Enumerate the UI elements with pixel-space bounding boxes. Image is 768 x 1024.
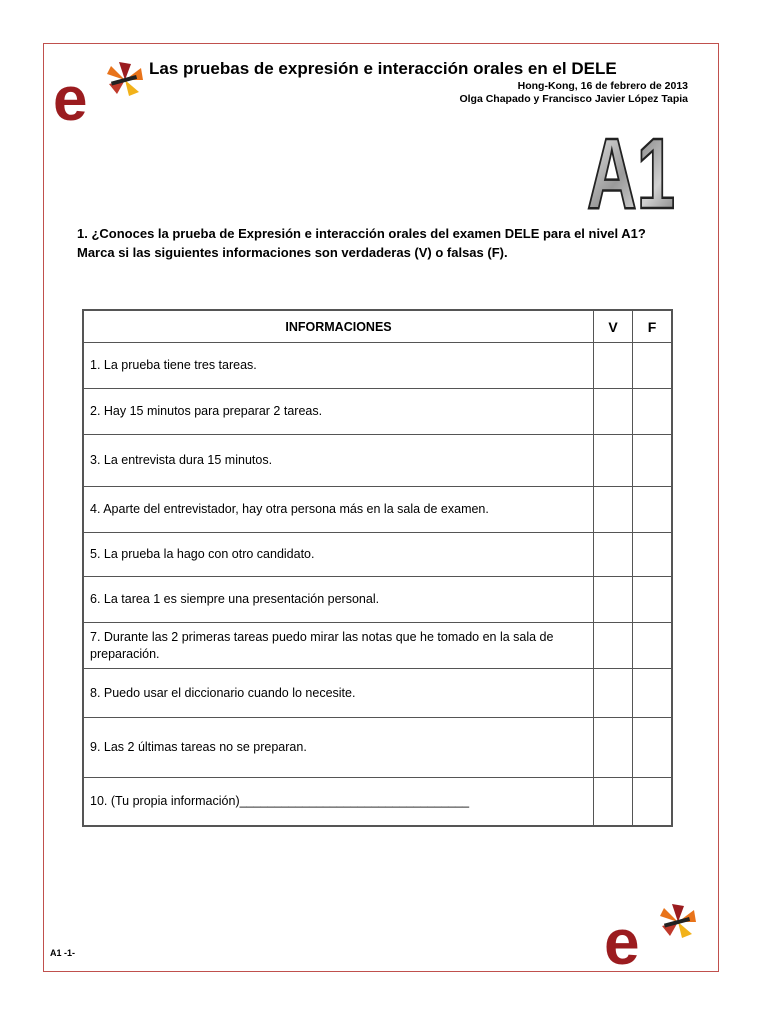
answer-cell-f[interactable] xyxy=(633,435,673,487)
row-statement: 7. Durante las 2 primeras tareas puedo mirar las notas que he tomado en la sala de preparación. xyxy=(83,623,594,669)
column-header-v: V xyxy=(594,310,633,343)
answer-cell-v[interactable] xyxy=(594,435,633,487)
answer-cell-f[interactable] xyxy=(633,389,673,435)
answer-cell-v[interactable] xyxy=(594,778,633,826)
answer-cell-f[interactable] xyxy=(633,669,673,718)
answer-cell-f[interactable] xyxy=(633,778,673,826)
document-date: Hong-Kong, 16 de febrero de 2013 xyxy=(517,80,688,92)
column-header-informaciones: INFORMACIONES xyxy=(83,310,594,343)
table-row xyxy=(83,487,672,533)
table-header-row xyxy=(83,310,672,343)
row-statement: 3. La entrevista dura 15 minutos. xyxy=(83,435,594,487)
page-number: A1 -1- xyxy=(50,948,76,958)
table-row xyxy=(83,533,672,577)
instituto-cervantes-logo-icon xyxy=(602,900,700,978)
row-statement: 8. Puedo usar el diccionario cuando lo necesite. xyxy=(83,669,594,718)
row-statement: 2. Hay 15 minutos para preparar 2 tareas. xyxy=(83,389,594,435)
table-row xyxy=(83,435,672,487)
table-row xyxy=(83,577,672,623)
informaciones-table xyxy=(82,309,673,827)
answer-cell-v[interactable] xyxy=(594,389,633,435)
row-statement: 5. La prueba la hago con otro candidato. xyxy=(83,533,594,577)
table-row xyxy=(83,718,672,778)
column-header-f: F xyxy=(633,310,673,343)
answer-cell-f[interactable] xyxy=(633,577,673,623)
answer-cell-v[interactable] xyxy=(594,533,633,577)
answer-cell-v[interactable] xyxy=(594,718,633,778)
row-statement: 6. La tarea 1 es siempre una presentación personal. xyxy=(83,577,594,623)
document-authors: Olga Chapado y Francisco Javier López Tapia xyxy=(459,93,688,105)
table-row xyxy=(83,623,672,669)
table-row xyxy=(83,343,672,389)
answer-cell-f[interactable] xyxy=(633,718,673,778)
answer-cell-v[interactable] xyxy=(594,669,633,718)
answer-cell-v[interactable] xyxy=(594,487,633,533)
document-title: Las pruebas de expresión e interacción orales en el DELE xyxy=(149,59,617,78)
answer-cell-v[interactable] xyxy=(594,623,633,669)
answer-cell-v[interactable] xyxy=(594,343,633,389)
question-text xyxy=(77,224,697,262)
row-statement: 4. Aparte del entrevistador, hay otra persona más en la sala de examen. xyxy=(83,487,594,533)
logo-letter: e xyxy=(604,906,640,978)
table-row xyxy=(83,669,672,718)
answer-cell-v[interactable] xyxy=(594,577,633,623)
table-row xyxy=(83,778,672,826)
instituto-cervantes-logo-icon xyxy=(53,58,148,134)
answer-cell-f[interactable] xyxy=(633,623,673,669)
question-line-2: Marca si las siguientes informaciones son verdaderas (V) o falsas (F). xyxy=(77,245,508,260)
answer-cell-f[interactable] xyxy=(633,487,673,533)
row-statement: 9. Las 2 últimas tareas no se preparan. xyxy=(83,718,594,778)
row-statement: 10. (Tu propia información)_________________________________ xyxy=(83,778,594,826)
table-row xyxy=(83,389,672,435)
answer-cell-f[interactable] xyxy=(633,533,673,577)
row-statement: 1. La prueba tiene tres tareas. xyxy=(83,343,594,389)
question-line-1: 1. ¿Conoces la prueba de Expresión e interacción orales del examen DELE para el nivel A1? xyxy=(77,226,646,241)
logo-letter: e xyxy=(53,65,88,134)
level-label: A1 xyxy=(587,118,675,230)
level-a1-graphic xyxy=(585,118,677,230)
answer-cell-f[interactable] xyxy=(633,343,673,389)
